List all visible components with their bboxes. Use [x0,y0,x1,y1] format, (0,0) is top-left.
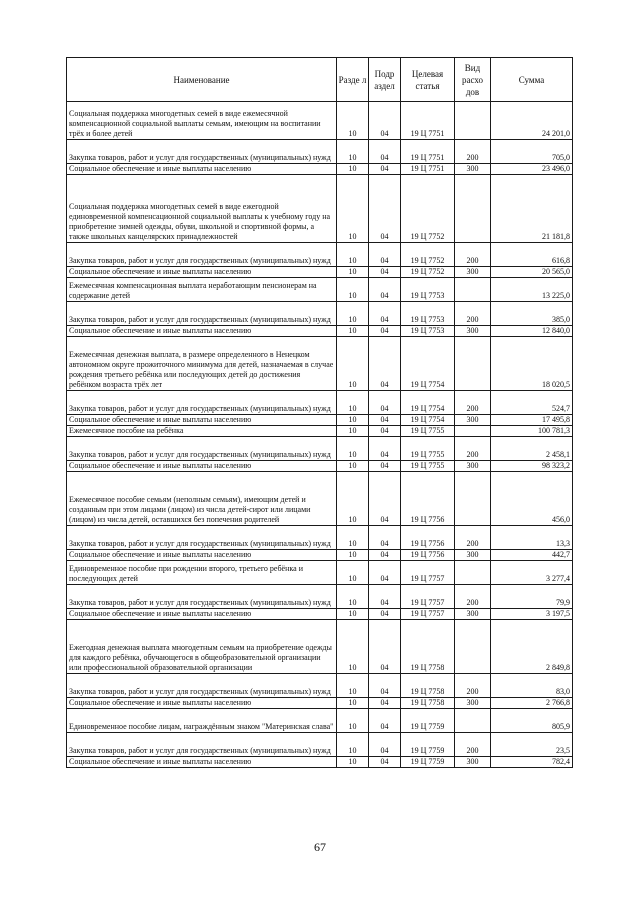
cell-sum: 456,0 [491,472,573,526]
cell-sum: 98 323,2 [491,461,573,472]
table-row [67,302,573,326]
cell-subsection: 04 [369,472,401,526]
table-row [67,561,573,585]
table-body [67,102,573,768]
cell-expense-type [455,278,491,302]
cell-section: 10 [337,585,369,609]
cell-subsection: 04 [369,140,401,164]
cell-name: Закупка товаров, работ и услуг для государственных (муниципальных) нужд [67,243,337,267]
cell-name: Закупка товаров, работ и услуг для государственных (муниципальных) нужд [67,437,337,461]
cell-subsection: 04 [369,326,401,337]
cell-expense-type [455,472,491,526]
cell-section: 10 [337,326,369,337]
cell-target-article: 19 Ц 7753 [401,278,455,302]
cell-section: 10 [337,620,369,674]
cell-subsection: 04 [369,585,401,609]
header-sum: Сумма [491,58,573,102]
cell-target-article: 19 Ц 7751 [401,164,455,175]
cell-subsection: 04 [369,267,401,278]
header-subsection: Подр аздел [369,58,401,102]
cell-subsection: 04 [369,757,401,768]
cell-name: Социальная поддержка многодетных семей в виде ежегодной единовременной компенсационной социальной выплаты к учебному году на приобретение зимней одежды, обуви, школьной и спортивной формы, а также школьных канцелярских принадлежностей [67,175,337,243]
table-row [67,620,573,674]
cell-target-article: 19 Ц 7752 [401,243,455,267]
cell-name: Ежемесячная компенсационная выплата неработающим пенсионерам на содержание детей [67,278,337,302]
cell-section: 10 [337,757,369,768]
cell-target-article: 19 Ц 7751 [401,140,455,164]
cell-expense-type: 300 [455,415,491,426]
cell-subsection: 04 [369,561,401,585]
cell-expense-type: 200 [455,302,491,326]
cell-expense-type: 300 [455,164,491,175]
cell-section: 10 [337,140,369,164]
cell-section: 10 [337,415,369,426]
header-expense-type: Вид расхо дов [455,58,491,102]
cell-expense-type [455,337,491,391]
cell-target-article: 19 Ц 7755 [401,437,455,461]
cell-name: Закупка товаров, работ и услуг для государственных (муниципальных) нужд [67,391,337,415]
table-row [67,461,573,472]
cell-subsection: 04 [369,609,401,620]
cell-name: Социальное обеспечение и иные выплаты населению [67,164,337,175]
cell-sum: 524,7 [491,391,573,415]
cell-subsection: 04 [369,415,401,426]
cell-sum: 2 849,8 [491,620,573,674]
cell-expense-type: 200 [455,140,491,164]
cell-name: Единовременное пособие лицам, награждённым знаком "Материнская слава" [67,709,337,733]
page-number: 67 [314,840,326,854]
table-row [67,585,573,609]
cell-name: Закупка товаров, работ и услуг для государственных (муниципальных) нужд [67,526,337,550]
cell-expense-type: 300 [455,461,491,472]
cell-section: 10 [337,426,369,437]
cell-expense-type: 300 [455,609,491,620]
cell-sum: 20 565,0 [491,267,573,278]
cell-name: Закупка товаров, работ и услуг для государственных (муниципальных) нужд [67,140,337,164]
table-row [67,267,573,278]
table-row [67,609,573,620]
cell-sum: 2 458,1 [491,437,573,461]
cell-section: 10 [337,102,369,140]
budget-table [66,57,573,768]
cell-subsection: 04 [369,550,401,561]
table-row [67,698,573,709]
cell-section: 10 [337,175,369,243]
cell-subsection: 04 [369,337,401,391]
cell-expense-type: 300 [455,757,491,768]
cell-subsection: 04 [369,674,401,698]
cell-subsection: 04 [369,698,401,709]
cell-section: 10 [337,267,369,278]
table-row [67,733,573,757]
cell-section: 10 [337,709,369,733]
cell-section: 10 [337,437,369,461]
cell-name: Социальное обеспечение и иные выплаты населению [67,698,337,709]
cell-expense-type [455,102,491,140]
cell-expense-type: 300 [455,698,491,709]
cell-name: Закупка товаров, работ и услуг для государственных (муниципальных) нужд [67,733,337,757]
table-row [67,140,573,164]
cell-name: Социальное обеспечение и иные выплаты населению [67,757,337,768]
cell-sum: 3 277,4 [491,561,573,585]
cell-section: 10 [337,391,369,415]
cell-target-article: 19 Ц 7754 [401,337,455,391]
cell-name: Социальное обеспечение и иные выплаты населению [67,415,337,426]
table-row [67,164,573,175]
table-row [67,426,573,437]
cell-sum: 2 766,8 [491,698,573,709]
cell-section: 10 [337,278,369,302]
cell-subsection: 04 [369,620,401,674]
cell-sum: 23 496,0 [491,164,573,175]
cell-name: Ежегодная денежная выплата многодетным семьям на приобретение одежды для каждого ребёнка, обучающегося в общеобразовательной организации или профессиональной образовательной организации [67,620,337,674]
table-row [67,526,573,550]
cell-expense-type [455,620,491,674]
cell-name: Закупка товаров, работ и услуг для государственных (муниципальных) нужд [67,674,337,698]
cell-subsection: 04 [369,391,401,415]
cell-target-article: 19 Ц 7752 [401,267,455,278]
table-row [67,326,573,337]
cell-name: Социальное обеспечение и иные выплаты населению [67,550,337,561]
cell-expense-type: 200 [455,391,491,415]
cell-subsection: 04 [369,437,401,461]
table-row [67,175,573,243]
cell-target-article: 19 Ц 7758 [401,698,455,709]
cell-name: Социальная поддержка многодетных семей в виде ежемесячной компенсационной социальной выплаты семьям, имеющим на воспитании трёх и более детей [67,102,337,140]
table-row [67,243,573,267]
cell-target-article: 19 Ц 7758 [401,674,455,698]
cell-section: 10 [337,302,369,326]
cell-target-article: 19 Ц 7758 [401,620,455,674]
cell-expense-type: 200 [455,526,491,550]
cell-subsection: 04 [369,164,401,175]
cell-section: 10 [337,698,369,709]
cell-sum: 79,9 [491,585,573,609]
header-name: Наименование [67,58,337,102]
cell-target-article: 19 Ц 7753 [401,302,455,326]
cell-name: Единовременное пособие при рождении второго, третьего ребёнка и последующих детей [67,561,337,585]
cell-sum: 385,0 [491,302,573,326]
cell-sum: 805,9 [491,709,573,733]
cell-target-article: 19 Ц 7756 [401,472,455,526]
cell-name: Ежемесячная денежная выплата, в размере определенного в Ненецком автономном округе прожиточного минимума для детей, назначаемая в случае рождения третьего ребёнка или последующих детей до достижения ребёнком возраста трёх лет [67,337,337,391]
cell-sum: 442,7 [491,550,573,561]
table-row [67,472,573,526]
cell-sum: 782,4 [491,757,573,768]
table-row [67,415,573,426]
cell-section: 10 [337,243,369,267]
cell-subsection: 04 [369,175,401,243]
cell-target-article: 19 Ц 7754 [401,391,455,415]
cell-section: 10 [337,472,369,526]
cell-subsection: 04 [369,526,401,550]
cell-subsection: 04 [369,243,401,267]
cell-subsection: 04 [369,102,401,140]
cell-name: Социальное обеспечение и иные выплаты населению [67,326,337,337]
cell-expense-type: 200 [455,437,491,461]
table-row [67,102,573,140]
cell-target-article: 19 Ц 7756 [401,526,455,550]
cell-name: Социальное обеспечение и иные выплаты населению [67,267,337,278]
cell-target-article: 19 Ц 7753 [401,326,455,337]
cell-section: 10 [337,337,369,391]
cell-target-article: 19 Ц 7759 [401,709,455,733]
cell-subsection: 04 [369,426,401,437]
cell-sum: 13,3 [491,526,573,550]
table-row [67,757,573,768]
cell-sum: 24 201,0 [491,102,573,140]
cell-target-article: 19 Ц 7752 [401,175,455,243]
cell-name: Закупка товаров, работ и услуг для государственных (муниципальных) нужд [67,585,337,609]
cell-sum: 23,5 [491,733,573,757]
header-target-article: Целевая статья [401,58,455,102]
cell-sum: 12 840,0 [491,326,573,337]
cell-target-article: 19 Ц 7754 [401,415,455,426]
cell-expense-type [455,426,491,437]
cell-subsection: 04 [369,461,401,472]
cell-sum: 18 020,5 [491,337,573,391]
cell-target-article: 19 Ц 7755 [401,426,455,437]
cell-name: Социальное обеспечение и иные выплаты населению [67,609,337,620]
cell-expense-type: 200 [455,243,491,267]
cell-expense-type: 300 [455,326,491,337]
cell-name: Закупка товаров, работ и услуг для государственных (муниципальных) нужд [67,302,337,326]
cell-section: 10 [337,609,369,620]
cell-section: 10 [337,733,369,757]
cell-name: Ежемесячное пособие на ребёнка [67,426,337,437]
table-header-row [67,58,573,102]
cell-subsection: 04 [369,733,401,757]
table-row [67,674,573,698]
table-row [67,337,573,391]
cell-target-article: 19 Ц 7757 [401,585,455,609]
cell-expense-type: 200 [455,674,491,698]
cell-sum: 83,0 [491,674,573,698]
table-row [67,550,573,561]
cell-section: 10 [337,461,369,472]
cell-target-article: 19 Ц 7759 [401,733,455,757]
cell-target-article: 19 Ц 7759 [401,757,455,768]
cell-expense-type: 300 [455,550,491,561]
cell-name: Ежемесячное пособие семьям (неполным семьям), имеющим детей и созданным при этом лицами (лицом) из числа детей-сирот или лицами (лицом) из числа детей, оставшихся без попечения родителей [67,472,337,526]
cell-section: 10 [337,674,369,698]
cell-sum: 17 495,8 [491,415,573,426]
cell-sum: 3 197,5 [491,609,573,620]
cell-expense-type: 200 [455,733,491,757]
cell-target-article: 19 Ц 7755 [401,461,455,472]
cell-target-article: 19 Ц 7756 [401,550,455,561]
cell-expense-type [455,709,491,733]
table-row [67,437,573,461]
cell-expense-type: 300 [455,267,491,278]
cell-sum: 21 181,8 [491,175,573,243]
table-row [67,278,573,302]
cell-sum: 616,8 [491,243,573,267]
budget-table-container [66,57,572,768]
table-row [67,709,573,733]
cell-section: 10 [337,164,369,175]
cell-sum: 705,0 [491,140,573,164]
cell-section: 10 [337,550,369,561]
cell-section: 10 [337,526,369,550]
cell-target-article: 19 Ц 7751 [401,102,455,140]
cell-subsection: 04 [369,302,401,326]
cell-section: 10 [337,561,369,585]
cell-name: Социальное обеспечение и иные выплаты населению [67,461,337,472]
header-section: Разде л [337,58,369,102]
cell-target-article: 19 Ц 7757 [401,609,455,620]
cell-subsection: 04 [369,278,401,302]
cell-expense-type [455,175,491,243]
cell-target-article: 19 Ц 7757 [401,561,455,585]
cell-subsection: 04 [369,709,401,733]
cell-sum: 100 781,3 [491,426,573,437]
cell-sum: 13 225,0 [491,278,573,302]
cell-expense-type: 200 [455,585,491,609]
cell-expense-type [455,561,491,585]
table-row [67,391,573,415]
